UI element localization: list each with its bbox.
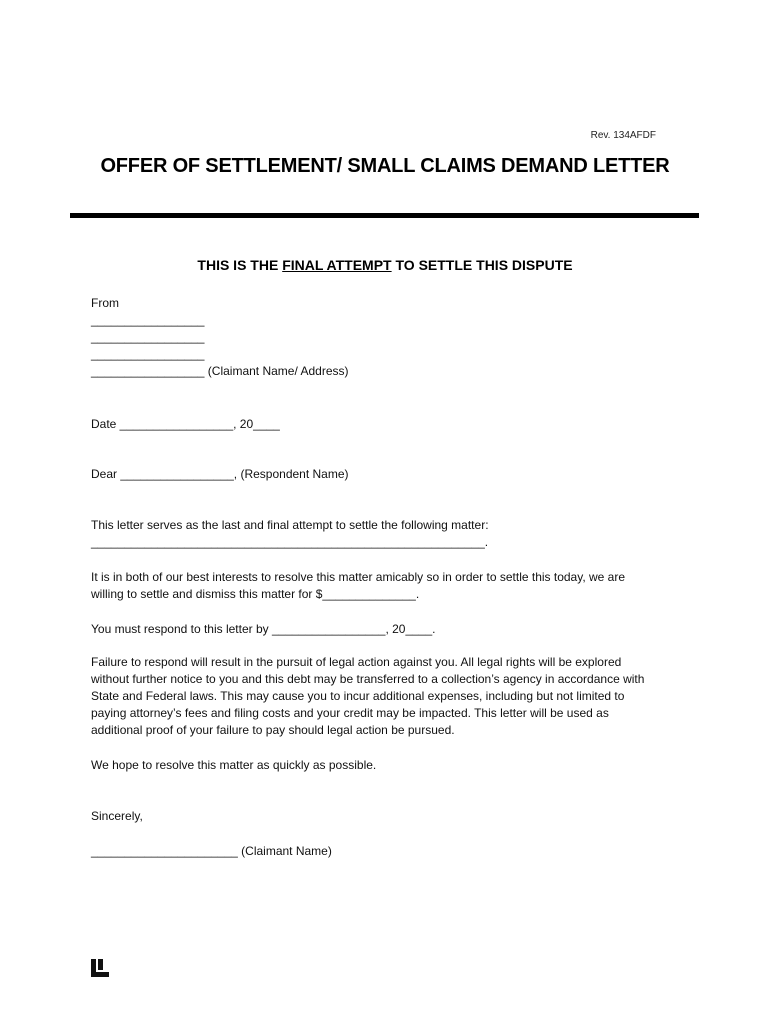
- closing-sincerely: Sincerely,: [91, 809, 143, 823]
- failure-paragraph: [91, 654, 691, 739]
- date-line: [91, 416, 691, 433]
- document-subtitle: [0, 257, 770, 273]
- settlement-line-2: willing to settle and dismiss this matter for $______________.: [91, 587, 420, 601]
- signature-block: [91, 843, 691, 860]
- subtitle-text-start: THIS IS THE: [197, 257, 283, 273]
- matter-paragraph: [91, 517, 691, 551]
- closing-block: [91, 808, 691, 825]
- title-divider: [70, 213, 699, 218]
- brand-logo-icon: [91, 959, 109, 977]
- brand-logo-shape: [91, 959, 109, 977]
- response-deadline-text: You must respond to this letter by _________________, 20____.: [91, 622, 436, 636]
- from-blank-line-2: _________________: [91, 330, 205, 344]
- failure-line-1: Failure to respond will result in the pursuit of legal action against you. All legal rights will be explored: [91, 655, 622, 669]
- revision-code: Rev. 134AFDF: [590, 130, 656, 141]
- subtitle-emphasis: FINAL ATTEMPT: [282, 257, 392, 273]
- salutation-text: Dear _________________, (Respondent Name): [91, 467, 349, 481]
- from-block: [91, 295, 691, 380]
- matter-line-1: This letter serves as the last and final attempt to settle the following matter:: [91, 518, 489, 532]
- from-label: From: [91, 296, 119, 310]
- response-deadline-paragraph: [91, 621, 691, 638]
- failure-line-2: without further notice to you and this debt may be transferred to a collection’s agency in accordance with: [91, 672, 645, 686]
- signature-line: ______________________ (Claimant Name): [91, 844, 332, 858]
- salutation-line: [91, 466, 691, 483]
- hope-text: We hope to resolve this matter as quickly as possible.: [91, 758, 377, 772]
- from-blank-line-4: _________________ (Claimant Name/ Address): [91, 364, 349, 378]
- hope-paragraph: [91, 757, 691, 774]
- subtitle-text-end: TO SETTLE THIS DISPUTE: [391, 257, 573, 273]
- failure-line-5: additional proof of your failure to pay should legal action be pursued.: [91, 723, 455, 737]
- settlement-paragraph: [91, 569, 691, 603]
- date-text: Date _________________, 20____: [91, 417, 280, 431]
- document-title: OFFER OF SETTLEMENT/ SMALL CLAIMS DEMAND LETTER: [100, 155, 670, 177]
- matter-line-2: ___________________________________________________________.: [91, 535, 489, 549]
- from-blank-line-3: _________________: [91, 347, 205, 361]
- failure-line-3: State and Federal laws. This may cause you to incur additional expenses, including but not limited to: [91, 689, 625, 703]
- settlement-line-1: It is in both of our best interests to resolve this matter amicably so in order to settle this today, we are: [91, 570, 626, 584]
- failure-line-4: paying attorney’s fees and filing costs and your credit may be impacted. This letter will be used as: [91, 706, 609, 720]
- from-blank-line-1: _________________: [91, 313, 205, 327]
